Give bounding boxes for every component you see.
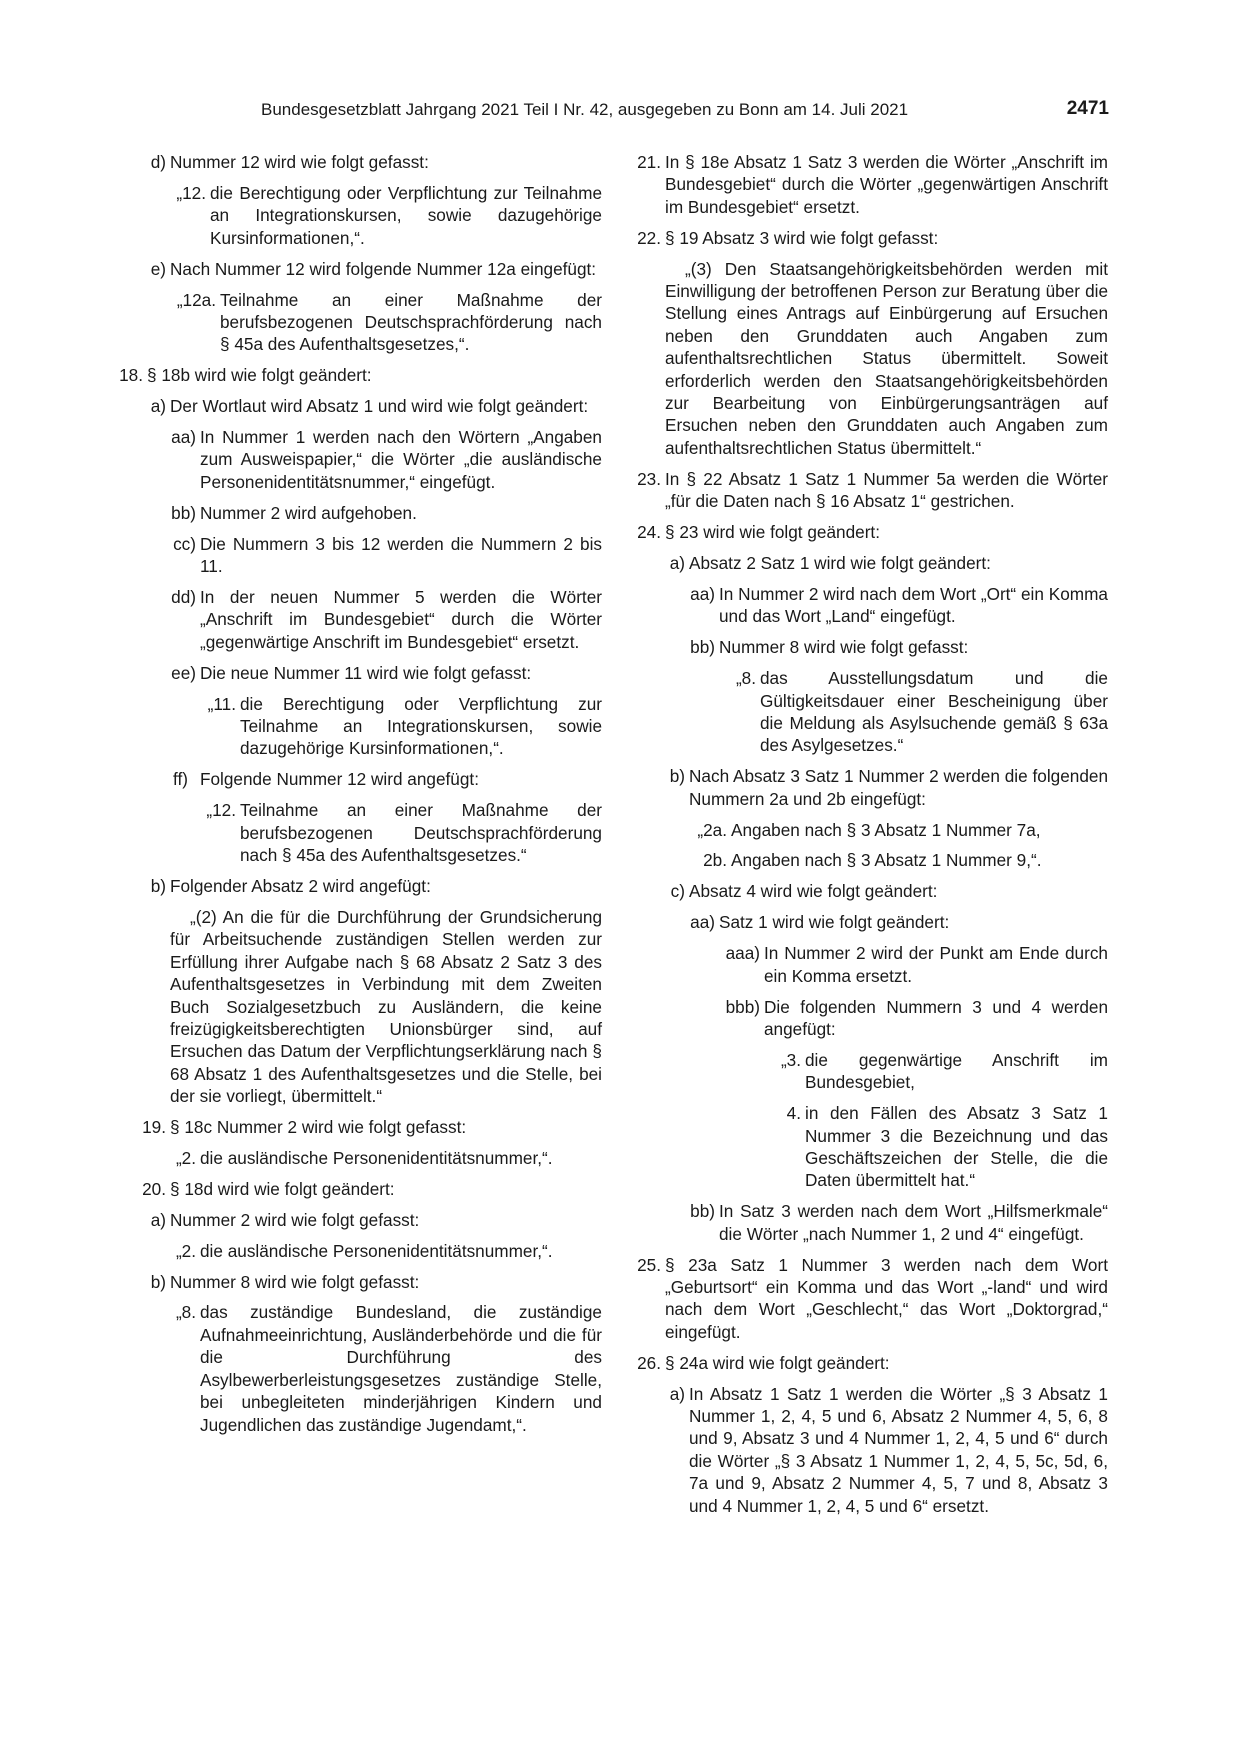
item-label: a): [669, 1383, 685, 1404]
item-text: die ausländische Personenidentitätsnummer,“.: [200, 1147, 553, 1168]
item-text: In Nummer 2 wird nach dem Wort „Ort“ ein Komma und das Wort „Land“ eingefügt.: [719, 583, 1108, 627]
list-item: [119, 364, 602, 386]
item-label: „2.: [175, 1240, 196, 1261]
item-label: b): [150, 875, 166, 896]
item-label: 20.: [142, 1178, 166, 1199]
item-text: Angaben nach § 3 Absatz 1 Nummer 9,“.: [731, 850, 1042, 871]
list-item: [638, 1200, 1108, 1245]
list-item: [132, 533, 602, 578]
item-text: Die folgenden Nummern 3 und 4 werden angefügt:: [764, 996, 1108, 1039]
list-item: [638, 1352, 1108, 1374]
item-label: „12.: [206, 800, 236, 821]
list-item: [638, 667, 1108, 757]
list-item: [132, 1147, 602, 1169]
item-label: 22.: [637, 227, 661, 248]
item-text: In Satz 3 werden nach dem Wort „Hilfsmerkmale“ die Wörter „nach Nummer 1, 2 und 4“ eingefügt.: [719, 1201, 1108, 1244]
item-text: die gegenwärtige Anschrift im Bundesgebiet,: [805, 1049, 1108, 1093]
left-column: [119, 151, 602, 1444]
item-label: „8.: [735, 668, 756, 689]
item-label: ee): [171, 662, 196, 683]
item-label: 4.: [786, 1103, 801, 1124]
item-label: aa): [690, 912, 715, 933]
item-label: 26.: [637, 1352, 661, 1373]
item-label: e): [150, 258, 166, 279]
item-text: das zuständige Bundesland, die zuständige Aufnahmeeinrichtung, Ausländerbehörde und die für die Durchführung des Asylbewerberleistungsgesetzes zuständige Stelle, bei unbegleiteten minderjährigen Kindern und Jugendlichen das zuständige Jugendamt,“.: [200, 1302, 602, 1435]
list-item: [638, 880, 1108, 902]
item-text: das Ausstellungsdatum und die Gültigkeitsdauer einer Bescheinigung über die Meldung als Asylsuchende gemäß § 63a des Asylgesetzes.“: [760, 668, 1108, 756]
list-item: [638, 227, 1108, 249]
item-label: 23.: [637, 468, 661, 489]
item-label: ff): [173, 769, 188, 790]
list-item: [132, 1209, 602, 1231]
item-label: „8.: [175, 1302, 196, 1323]
item-text: Folgende Nummer 12 wird angefügt:: [200, 769, 479, 790]
item-text: Teilnahme an einer Maßnahme der berufsbezogenen Deutschsprachförderung nach § 45a des Aufenthaltsgesetzes,“.: [220, 289, 602, 355]
list-item: [638, 151, 1108, 218]
item-text: Absatz 4 wird wie folgt geändert:: [689, 881, 938, 902]
list-item: [638, 996, 1108, 1041]
list-item: [132, 151, 602, 173]
item-label: 18.: [119, 365, 143, 386]
item-text: In Nummer 1 werden nach den Wörtern „Angaben zum Ausweispapier,“ die Wörter „die ausländische Personenidentitätsnummer,“ eingefügt.: [200, 427, 602, 492]
list-item: [638, 911, 1108, 933]
item-label: „3.: [780, 1049, 801, 1070]
item-text: in den Fällen des Absatz 3 Satz 1 Nummer 3 die Bezeichnung und das Geschäftszeichen der Stelle, die die Daten übermittelt hat.“: [805, 1103, 1108, 1191]
list-item: [638, 849, 1108, 871]
item-text: Nach Absatz 3 Satz 1 Nummer 2 werden die folgenden Nummern 2a und 2b eingefügt:: [689, 766, 1108, 809]
page-number: 2471: [1066, 98, 1109, 119]
item-text: Nach Nummer 12 wird folgende Nummer 12a eingefügt:: [170, 258, 597, 279]
list-item: [132, 426, 602, 493]
item-text: In Nummer 2 wird der Punkt am Ende durch ein Komma ersetzt.: [764, 943, 1108, 986]
list-item: [132, 586, 602, 653]
list-item: [638, 819, 1108, 841]
list-item: [132, 693, 602, 760]
item-text: Der Wortlaut wird Absatz 1 und wird wie folgt geändert:: [170, 396, 589, 417]
item-text: Absatz 2 Satz 1 wird wie folgt geändert:: [689, 553, 991, 573]
item-text: § 19 Absatz 3 wird wie folgt gefasst:: [665, 227, 939, 248]
list-item: [638, 1254, 1108, 1344]
item-label: a): [150, 396, 166, 417]
item-text: § 23a Satz 1 Nummer 3 werden nach dem Wort „Geburtsort“ ein Komma und das Wort „-land“ und wird nach dem Wort „Geschlecht,“ das Wort „Doktorgrad,“ eingefügt.: [665, 1254, 1108, 1342]
item-label: d): [150, 152, 166, 172]
list-item: [132, 182, 602, 249]
item-label: aaa): [725, 943, 760, 964]
item-label: 24.: [637, 522, 661, 543]
item-text: § 23 wird wie folgt geändert:: [665, 522, 880, 543]
item-label: aa): [690, 583, 715, 604]
list-item: [638, 583, 1108, 628]
list-item: [132, 258, 602, 280]
item-label: 2b.: [703, 850, 727, 871]
item-text: Satz 1 wird wie folgt geändert:: [719, 912, 950, 933]
item-text: Nummer 12 wird wie folgt gefasst:: [170, 152, 429, 172]
item-label: b): [669, 766, 685, 787]
item-text: § 24a wird wie folgt geändert:: [665, 1352, 890, 1373]
list-item: [132, 1301, 602, 1435]
list-item: [132, 502, 602, 524]
item-label: cc): [173, 533, 196, 554]
list-item: [132, 1116, 602, 1138]
item-label: „12.: [176, 182, 206, 203]
item-label: 19.: [142, 1117, 166, 1138]
item-text: Nummer 2 wird wie folgt gefasst:: [170, 1209, 420, 1230]
item-label: dd): [171, 587, 196, 607]
item-label: „2.: [175, 1147, 196, 1168]
item-label: „12a.: [176, 289, 216, 310]
item-label: bb): [690, 1201, 715, 1222]
list-item: [638, 468, 1108, 513]
list-item: [132, 662, 602, 684]
item-label: aa): [171, 427, 196, 448]
item-text: Teilnahme an einer Maßnahme der berufsbezogenen Deutschsprachförderung nach § 45a des Aufenthaltsgesetzes.“: [240, 800, 602, 866]
item-text: die Berechtigung oder Verpflichtung zur Teilnahme an Integrationskursen, sowie dazugehörige Kursinformationen,“.: [240, 693, 602, 759]
list-item: [638, 1102, 1108, 1192]
item-text: Die Nummern 3 bis 12 werden die Nummern 2 bis 11.: [200, 533, 602, 577]
item-text: Folgender Absatz 2 wird angefügt:: [170, 875, 431, 896]
item-text: In § 22 Absatz 1 Satz 1 Nummer 5a werden die Wörter „für die Daten nach § 16 Absatz 1“ gestrichen.: [665, 468, 1108, 512]
quoted-paragraph: „(3) Den Staatsangehörigkeitsbehörden werden mit Einwilligung der betroffenen Person zur Beratung über die Stellung eines Antrags auf Einbürgerung auf Ersuchen neben den Grunddaten auch Angaben zum aufenthaltsrechtlichen Status übermittelt. Soweit erforderlich werden den Staatsangehörigkeitsbehörden zur Bearbeitung von Einbürgerungsanträgen auf Ersuchen neben den Grunddaten auch Angaben zum aufenthaltsrechtlichen Status übermittelt.“: [665, 258, 1108, 458]
list-item: [638, 552, 1108, 574]
item-label: a): [150, 1209, 166, 1230]
item-label: bb): [690, 637, 715, 658]
list-item: [132, 395, 602, 417]
item-text: Angaben nach § 3 Absatz 1 Nummer 7a,: [731, 819, 1041, 840]
item-label: „2a.: [697, 819, 727, 840]
list-item: [132, 1271, 602, 1293]
item-label: 21.: [637, 152, 661, 172]
list-item: [132, 1240, 602, 1262]
item-text: die Berechtigung oder Verpflichtung zur Teilnahme an Integrationskursen, sowie dazugehörige Kursinformationen,“.: [210, 182, 602, 248]
list-item: [638, 942, 1108, 987]
item-label: bbb): [725, 996, 760, 1017]
item-text: die ausländische Personenidentitätsnummer,“.: [200, 1240, 553, 1261]
item-text: Nummer 2 wird aufgehoben.: [200, 502, 417, 523]
item-text: § 18d wird wie folgt geändert:: [170, 1178, 395, 1199]
list-item: [132, 768, 602, 790]
list-item: [132, 289, 602, 356]
list-item: [132, 875, 602, 897]
list-item: [638, 636, 1108, 658]
list-item: [638, 1049, 1108, 1094]
item-label: c): [670, 881, 685, 902]
item-label: 25.: [637, 1254, 661, 1275]
page-header: [132, 100, 1109, 126]
list-item: [638, 521, 1108, 543]
item-label: „11.: [207, 693, 236, 714]
list-item: [132, 799, 602, 866]
item-label: b): [150, 1271, 166, 1292]
list-item: [638, 765, 1108, 810]
item-text: Nummer 8 wird wie folgt gefasst:: [719, 637, 969, 658]
item-label: a): [669, 553, 685, 573]
item-text: In der neuen Nummer 5 werden die Wörter „Anschrift im Bundesgebiet“ durch die Wörter „gegenwärtige Anschrift im Bundesgebiet“ ersetzt.: [200, 587, 602, 652]
item-text: Nummer 8 wird wie folgt gefasst:: [170, 1271, 420, 1292]
gazette-header-title: Bundesgesetzblatt Jahrgang 2021 Teil I Nr. 42, ausgegeben zu Bonn am 14. Juli 2021: [261, 100, 909, 119]
item-text: § 18c Nummer 2 wird wie folgt gefasst:: [170, 1117, 467, 1138]
quoted-paragraph: „(2) An die für die Durchführung der Grundsicherung für Arbeitsuchende zuständigen Stellen werden zur Erfüllung ihrer Aufgabe nach § 68 Absatz 2 Satz 3 des Aufenthaltsgesetzes in Verbindung mit dem Zweiten Buch Sozialgesetzbuch zu Ausländern, die keine freizügigkeitsberechtigten Unionsbürger sind, auf Ersuchen das Datum der Verpflichtungserklärung nach § 68 Absatz 1 des Aufenthaltsgesetzes und die Stelle, bei der sie vorliegt, übermittelt.“: [170, 906, 602, 1107]
item-label: bb): [171, 502, 196, 523]
item-text: Die neue Nummer 11 wird wie folgt gefasst:: [200, 662, 532, 683]
list-item: [132, 1178, 602, 1200]
list-item: [638, 1383, 1108, 1517]
item-text: In § 18e Absatz 1 Satz 3 werden die Wörter „Anschrift im Bundesgebiet“ durch die Wörter „gegenwärtigen Anschrift im Bundesgebiet“ ersetzt.: [665, 152, 1108, 217]
item-text: In Absatz 1 Satz 1 werden die Wörter „§ 3 Absatz 1 Nummer 1, 2, 4, 5 und 6, Absatz 2 Nummer 4, 5, 6, 8 und 9, Absatz 3 und 4 Nummer 1, 2, 4, 5 und 6“ durch die Wörter „§ 3 Absatz 1 Nummer 1, 2, 4, 5, 5c, 5d, 6, 7a und 9, Absatz 2 Nummer 4, 5, 7 und 8, Absatz 3 und 4 Nummer 1, 2, 4, 5 und 6“ ersetzt.: [689, 1383, 1108, 1516]
right-column: [638, 151, 1108, 1526]
item-text: § 18b wird wie folgt geändert:: [147, 365, 372, 386]
